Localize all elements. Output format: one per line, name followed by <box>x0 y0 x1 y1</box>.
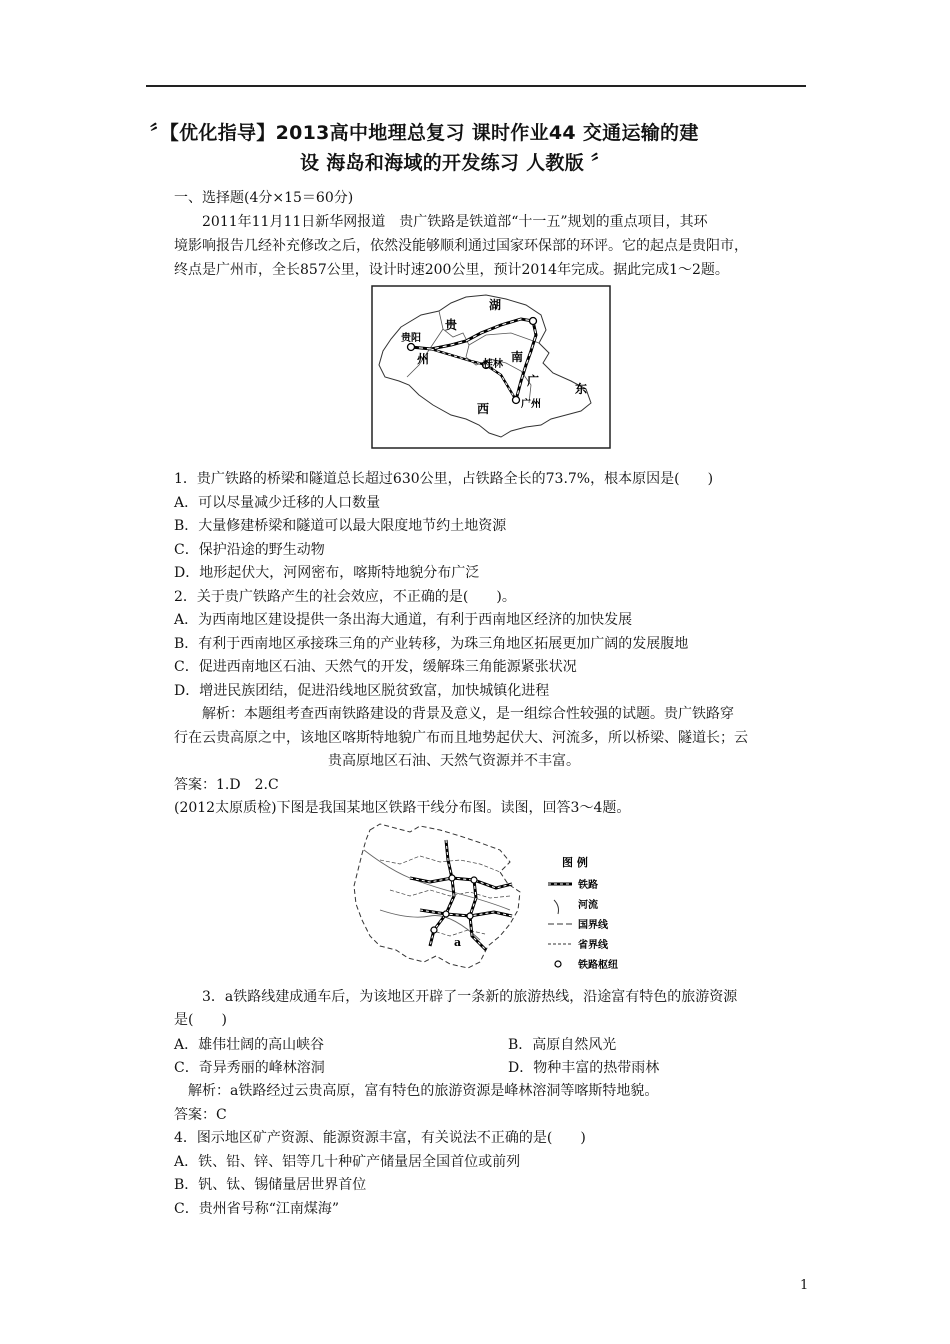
section-heading: 一、选择题(4分×15＝60分) <box>174 190 354 206</box>
analysis1-line-1: 解析：本题组考查西南铁路建设的背景及意义，是一组综合性较强的试题。贵广铁路穿 <box>202 706 734 722</box>
map1-label-xi: 西 <box>477 402 490 416</box>
q1-option-b: B．大量修建桥梁和隧道可以最大限度地节约土地资源 <box>174 518 507 534</box>
legend-border: 国界线 <box>578 920 608 931</box>
q3-option-b: B．高原自然风光 <box>508 1037 617 1053</box>
q2-option-b: B．有利于西南地区承接珠三角的产业转移，为珠三角地区拓展更加广阔的发展腹地 <box>174 636 689 652</box>
legend-title: 图 例 <box>562 856 588 869</box>
answer1: 答案：1.D 2.C <box>174 777 279 793</box>
q4-option-c: C．贵州省号称“江南煤海” <box>174 1201 340 1217</box>
map1-label-guiyang: 贵阳 <box>401 333 421 344</box>
q2-option-a: A．为西南地区建设提供一条出海大通道，有利于西南地区经济的加快发展 <box>174 612 633 628</box>
q1-option-d: D．地形起伏大，河网密布，喀斯特地貌分布广泛 <box>174 565 480 581</box>
header-rule <box>146 85 806 87</box>
q2-option-d: D．增进民族团结，促进沿线地区脱贫致富，加快城镇化进程 <box>174 683 550 699</box>
q3-option-a: A．雄伟壮阔的高山峡谷 <box>174 1037 325 1053</box>
analysis2: 解析：a铁路经过云贵高原，富有特色的旅游资源是峰林溶洞等喀斯特地貌。 <box>188 1083 659 1099</box>
map1-label-gui: 贵 <box>445 318 458 332</box>
analysis1-line-2: 行在云贵高原之中，该地区喀斯特地貌广布而且地势起伏大、河流多，所以桥梁、隧道长；云 <box>174 730 748 746</box>
legend-railway: 铁路 <box>578 880 598 891</box>
q2-stem: 2．关于贵广铁路产生的社会效应，不正确的是( )。 <box>174 589 516 605</box>
q3-stem-line-1: 3．a铁路线建成通车后，为该地区开辟了一条新的旅游热线，沿途富有特色的旅游资源 <box>202 989 738 1005</box>
guiguang-railway-map <box>371 285 611 449</box>
map1-label-guilin: 桂林 <box>483 359 503 370</box>
southwest-railway-map <box>350 820 640 980</box>
q1-stem: 1．贵广铁路的桥梁和隧道总长超过630公里，占铁路全长的73.7%，根本原因是( ) <box>174 471 714 487</box>
map2-label-a: a <box>454 936 462 949</box>
legend-river: 河流 <box>578 900 598 911</box>
document-title <box>150 118 870 178</box>
page-number: 1 <box>800 1278 809 1293</box>
legend-hub: 铁路枢纽 <box>578 960 618 971</box>
map1-label-guangzhou: 广州 <box>521 399 541 410</box>
q2-option-c: C．促进西南地区石油、天然气的开发，缓解珠三角能源紧张状况 <box>174 659 577 675</box>
analysis1-line-3: 贵高原地区石油、天然气资源并不丰富。 <box>328 753 580 769</box>
q3-option-c: C．奇异秀丽的峰林溶洞 <box>174 1060 325 1076</box>
intro1-line-2: 境影响报告几经补充修改之后，依然没能够顺利通过国家环保部的环评。它的起点是贵阳市， <box>174 238 748 254</box>
map1-label-guang: 广 <box>527 374 540 388</box>
q4-option-b: B．钒、钛、锡储量居世界首位 <box>174 1177 367 1193</box>
intro1-line-3: 终点是广州市，全长857公里，设计时速200公里，预计2014年完成。据此完成1～2题。 <box>174 262 729 278</box>
q3-stem-line-2: 是( ) <box>174 1012 227 1028</box>
intro2: (2012太原质检)下图是我国某地区铁路干线分布图。读图，回答3～4题。 <box>174 800 631 816</box>
q4-option-a: A．铁、铅、锌、铝等几十种矿产储量居全国首位或前列 <box>174 1154 521 1170</box>
legend-province-line: 省界线 <box>578 940 608 951</box>
q3-option-d: D．物种丰富的热带雨林 <box>508 1060 660 1076</box>
title-line-1: 〞【优化指导】2013高中地理总复习 课时作业44 交通运输的建 <box>150 122 699 144</box>
map1-label-dong: 东 <box>575 382 588 396</box>
q3-options-row-1 <box>174 1034 842 1054</box>
q1-option-c: C．保护沿途的野生动物 <box>174 542 325 558</box>
q4-stem: 4．图示地区矿产资源、能源资源丰富，有关说法不正确的是( ) <box>174 1130 586 1146</box>
q3-options-row-2 <box>174 1057 842 1077</box>
map1-label-zhou: 州 <box>417 352 430 366</box>
answer2: 答案：C <box>174 1107 227 1123</box>
intro1-line-1: 2011年11月11日新华网报道 贵广铁路是铁道部“十一五”规划的重点项目，其环 <box>202 214 708 230</box>
title-line-2: 设 海岛和海域的开发练习 人教版 〞 <box>300 152 611 174</box>
q1-option-a: A．可以尽量减少迁移的人口数量 <box>174 495 381 511</box>
map1-label-hu: 湖 <box>489 298 502 312</box>
map1-label-nan: 南 <box>511 350 524 364</box>
